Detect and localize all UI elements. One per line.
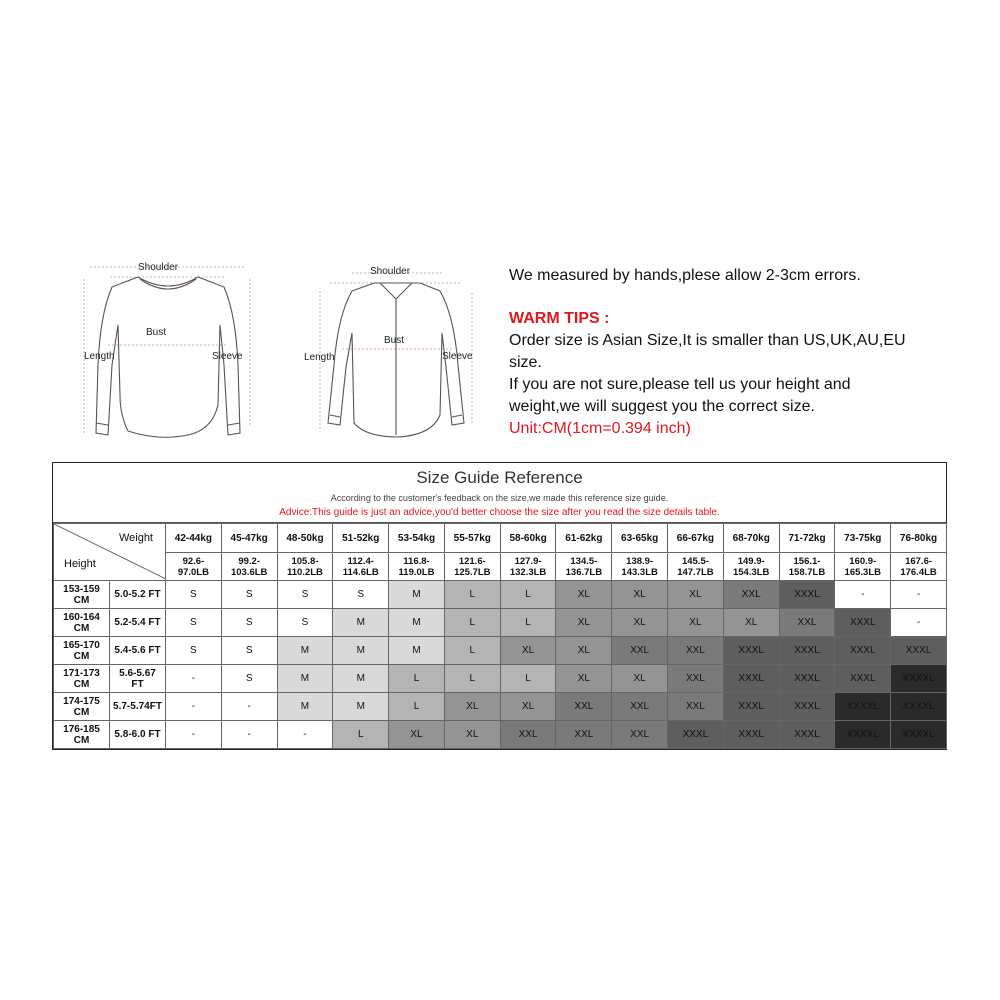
weight-lb-text: 103.6LB — [230, 566, 268, 578]
height-ft-text: 5.2-5.4 FT — [114, 617, 161, 628]
size-cell: XL — [723, 609, 779, 637]
size-cell: - — [891, 609, 947, 637]
weight-lb-text: 127.9- — [514, 555, 542, 567]
weight-lb-header — [723, 553, 779, 581]
size-guide-subtitle: According to the customer's feedback on the size,we made this reference size guide. — [330, 493, 669, 503]
size-cell: XL — [500, 693, 556, 721]
size-cell: XXXL — [835, 665, 891, 693]
weight-kg-header: 42-44kg — [166, 524, 222, 553]
weight-lb-header — [221, 553, 277, 581]
height-axis-label: Height — [64, 558, 96, 570]
size-cell: L — [444, 637, 500, 665]
shirt-bust-label: Bust — [384, 335, 405, 346]
weight-lb-header — [333, 553, 389, 581]
size-cell: XL — [556, 581, 612, 609]
weight-lb-header — [556, 553, 612, 581]
weight-lb-text: 149.9- — [737, 555, 765, 567]
tshirt-length-label: Length — [84, 351, 115, 362]
size-cell: XL — [444, 693, 500, 721]
weight-lb-text: 99.2- — [238, 555, 260, 567]
height-cm-text: 160-164 — [63, 611, 100, 623]
height-ft-text: FT — [131, 678, 144, 690]
shirt-shoulder-label: Shoulder — [370, 266, 411, 277]
size-cell: - — [166, 665, 222, 693]
size-cell: - — [166, 721, 222, 749]
size-cell: XL — [612, 665, 668, 693]
height-cm-cell — [54, 721, 110, 749]
warm-tips-title: WARM TIPS : — [509, 310, 610, 327]
size-cell: XL — [668, 581, 724, 609]
height-cm-cell — [54, 693, 110, 721]
weight-kg-header: 61-62kg — [556, 524, 612, 553]
size-cell: - — [835, 581, 891, 609]
weight-lb-text: 112.4- — [347, 555, 374, 567]
weight-lb-text: 154.3LB — [732, 566, 770, 578]
weight-lb-text: 121.6- — [458, 555, 486, 567]
weight-kg-header: 45-47kg — [221, 524, 277, 553]
tshirt-bust-label: Bust — [146, 327, 167, 338]
size-cell: S — [221, 609, 277, 637]
height-cm-text: 153-159 — [63, 583, 100, 595]
size-cell: M — [333, 637, 389, 665]
warm-tip-line-2: size. — [509, 354, 542, 371]
size-cell: S — [221, 581, 277, 609]
weight-lb-text: 167.6- — [905, 555, 933, 567]
weight-kg-header: 63-65kg — [612, 524, 668, 553]
weight-lb-header — [166, 553, 222, 581]
weight-lb-text: 136.7LB — [565, 566, 603, 578]
size-cell: XXL — [723, 581, 779, 609]
height-ft-text: 5.7-5.74FT — [113, 701, 162, 712]
size-cell: XXXXL — [891, 693, 947, 721]
size-cell: XXXL — [779, 693, 835, 721]
weight-axis-label: Weight — [118, 532, 153, 544]
size-cell: XXXL — [668, 721, 724, 749]
unit-note: Unit:CM(1cm=0.394 inch) — [509, 420, 691, 437]
weight-lb-header — [835, 553, 891, 581]
size-cell: S — [166, 581, 222, 609]
size-row — [54, 609, 947, 637]
size-cell: XXXL — [723, 637, 779, 665]
weight-kg-header: 58-60kg — [500, 524, 556, 553]
height-ft-text: 5.0-5.2 FT — [114, 589, 161, 600]
size-cell: XL — [556, 609, 612, 637]
tshirt-drawing — [78, 255, 258, 450]
size-guide-advice: Advice:This guide is just an advice,you'd better choose the size after you read the size details table. — [279, 507, 720, 518]
measure-note: We measured by hands,plese allow 2-3cm errors. — [509, 267, 861, 284]
size-cell: XXL — [779, 609, 835, 637]
size-row — [54, 721, 947, 749]
weight-height-corner — [54, 524, 166, 581]
height-ft-text: 5.6-5.67 — [119, 667, 156, 679]
size-row — [54, 665, 947, 693]
size-cell: S — [277, 581, 333, 609]
weight-lb-text: 156.1- — [793, 555, 821, 567]
size-cell: XXL — [668, 637, 724, 665]
height-cm-cell — [54, 637, 110, 665]
weight-lb-text: 158.7LB — [788, 566, 826, 578]
weight-lb-text: 134.5- — [570, 555, 598, 567]
size-cell: S — [221, 665, 277, 693]
size-cell: M — [389, 609, 445, 637]
size-cell: XXXXL — [891, 721, 947, 749]
size-cell: M — [277, 637, 333, 665]
size-cell: - — [221, 693, 277, 721]
size-cell: XXXXL — [891, 665, 947, 693]
height-cm-text: CM — [73, 678, 90, 690]
height-cm-text: 174-175 — [63, 695, 100, 707]
weight-lb-header — [668, 553, 724, 581]
weight-lb-text: 116.8- — [403, 555, 430, 567]
size-cell: M — [389, 581, 445, 609]
tshirt-illustration — [78, 255, 258, 450]
size-grid — [53, 523, 947, 749]
size-cell: L — [389, 693, 445, 721]
size-cell: L — [444, 665, 500, 693]
warm-tip-line-3: If you are not sure,please tell us your height and — [509, 376, 851, 393]
weight-lb-header — [612, 553, 668, 581]
size-cell: XXL — [612, 721, 668, 749]
size-cell: S — [221, 637, 277, 665]
shirt-sleeve-label: Sleeve — [442, 351, 473, 362]
size-guide-title: Size Guide Reference — [416, 468, 583, 487]
size-cell: XXL — [556, 721, 612, 749]
weight-lb-text: 114.6LB — [342, 566, 379, 578]
weight-lb-text: 110.2LB — [286, 566, 323, 578]
size-cell: XL — [556, 665, 612, 693]
height-cm-text: 176-185 — [63, 723, 100, 735]
size-cell: XL — [444, 721, 500, 749]
height-cm-text: CM — [73, 706, 90, 718]
weight-kg-header: 55-57kg — [444, 524, 500, 553]
weight-lb-text: 105.8- — [291, 555, 319, 567]
size-cell: - — [166, 693, 222, 721]
shirt-illustration — [302, 255, 487, 445]
height-ft-cell — [110, 721, 166, 749]
weight-lb-text: 160.9- — [849, 555, 877, 567]
weight-lb-header — [891, 553, 947, 581]
size-cell: S — [277, 609, 333, 637]
height-cm-cell — [54, 609, 110, 637]
size-cell: S — [166, 637, 222, 665]
size-guide-header — [53, 463, 946, 523]
size-cell: XL — [556, 637, 612, 665]
size-cell: L — [389, 665, 445, 693]
weight-kg-header: 53-54kg — [389, 524, 445, 553]
weight-lb-text: 176.4LB — [900, 566, 937, 578]
height-ft-text: 5.8-6.0 FT — [114, 729, 161, 740]
height-ft-cell — [110, 665, 166, 693]
size-cell: XXXXL — [835, 693, 891, 721]
weight-lb-header — [444, 553, 500, 581]
size-cell: XXXL — [723, 693, 779, 721]
size-cell: XXXL — [891, 637, 947, 665]
size-cell: L — [444, 581, 500, 609]
size-cell: XXL — [668, 693, 724, 721]
weight-kg-header: 73-75kg — [835, 524, 891, 553]
height-ft-text: 5.4-5.6 FT — [114, 645, 161, 656]
weight-lb-text: 147.7LB — [677, 566, 714, 578]
height-ft-cell — [110, 581, 166, 609]
weight-lb-text: 145.5- — [681, 555, 709, 567]
size-row — [54, 693, 947, 721]
size-guide-table — [52, 462, 947, 750]
size-cell: XXL — [668, 665, 724, 693]
weight-lb-text: 92.6- — [182, 555, 205, 567]
size-cell: XL — [500, 637, 556, 665]
weight-kg-header: 48-50kg — [277, 524, 333, 553]
height-ft-cell — [110, 609, 166, 637]
size-cell: XL — [389, 721, 445, 749]
size-cell: XXXXL — [835, 721, 891, 749]
shirt-length-label: Length — [304, 352, 335, 363]
size-cell: M — [389, 637, 445, 665]
size-cell: L — [500, 665, 556, 693]
height-cm-text: CM — [73, 650, 90, 662]
size-cell: L — [500, 581, 556, 609]
height-cm-text: 165-170 — [63, 639, 100, 651]
height-ft-cell — [110, 637, 166, 665]
size-cell: XL — [668, 609, 724, 637]
height-cm-cell — [54, 581, 110, 609]
weight-kg-header: 68-70kg — [723, 524, 779, 553]
size-cell: XXXL — [779, 581, 835, 609]
weight-lb-header — [277, 553, 333, 581]
size-row — [54, 637, 947, 665]
size-cell: XXL — [612, 693, 668, 721]
weight-kg-header: 71-72kg — [779, 524, 835, 553]
height-cm-cell — [54, 665, 110, 693]
weight-lb-text: 125.7LB — [454, 566, 491, 578]
shirt-drawing — [302, 255, 487, 445]
size-cell: XXL — [612, 637, 668, 665]
size-cell: XXXL — [835, 609, 891, 637]
size-cell: L — [333, 721, 389, 749]
tshirt-sleeve-label: Sleeve — [212, 351, 243, 362]
size-cell: M — [333, 665, 389, 693]
size-notes — [509, 265, 969, 440]
weight-kg-header: 66-67kg — [668, 524, 724, 553]
weight-lb-text: 119.0LB — [398, 566, 435, 578]
size-cell: XXXL — [779, 665, 835, 693]
weight-lb-header — [500, 553, 556, 581]
weight-kg-header: 51-52kg — [333, 524, 389, 553]
tshirt-shoulder-label: Shoulder — [138, 262, 179, 273]
size-cell: XXL — [500, 721, 556, 749]
size-cell: S — [333, 581, 389, 609]
weight-lb-text: 143.3LB — [621, 566, 658, 578]
size-cell: L — [444, 609, 500, 637]
size-cell: M — [333, 693, 389, 721]
size-cell: M — [277, 693, 333, 721]
size-cell: XXXL — [835, 637, 891, 665]
size-cell: XXXL — [779, 721, 835, 749]
height-cm-text: CM — [73, 622, 90, 634]
size-cell: XL — [612, 609, 668, 637]
size-cell: - — [221, 721, 277, 749]
size-cell: M — [277, 665, 333, 693]
size-cell: XL — [612, 581, 668, 609]
weight-lb-header — [779, 553, 835, 581]
size-cell: XXXL — [779, 637, 835, 665]
warm-tip-line-1: Order size is Asian Size,It is smaller than US,UK,AU,EU — [509, 332, 906, 349]
height-cm-text: CM — [73, 594, 90, 606]
weight-lb-text: 138.9- — [626, 555, 654, 567]
size-cell: S — [166, 609, 222, 637]
size-cell: XXXL — [723, 721, 779, 749]
size-row — [54, 581, 947, 609]
warm-tip-line-4: weight,we will suggest you the correct size. — [509, 398, 815, 415]
height-cm-text: 171-173 — [63, 667, 100, 679]
weight-lb-text: 97.0LB — [177, 566, 209, 578]
size-cell: - — [277, 721, 333, 749]
size-cell: XXL — [556, 693, 612, 721]
weight-lb-header — [389, 553, 445, 581]
size-cell: L — [500, 609, 556, 637]
size-cell: - — [891, 581, 947, 609]
size-cell: XXXL — [723, 665, 779, 693]
weight-lb-text: 132.3LB — [509, 566, 547, 578]
height-cm-text: CM — [73, 734, 90, 746]
weight-lb-text: 165.3LB — [844, 566, 881, 578]
height-ft-cell — [110, 693, 166, 721]
size-cell: M — [333, 609, 389, 637]
weight-kg-header: 76-80kg — [891, 524, 947, 553]
